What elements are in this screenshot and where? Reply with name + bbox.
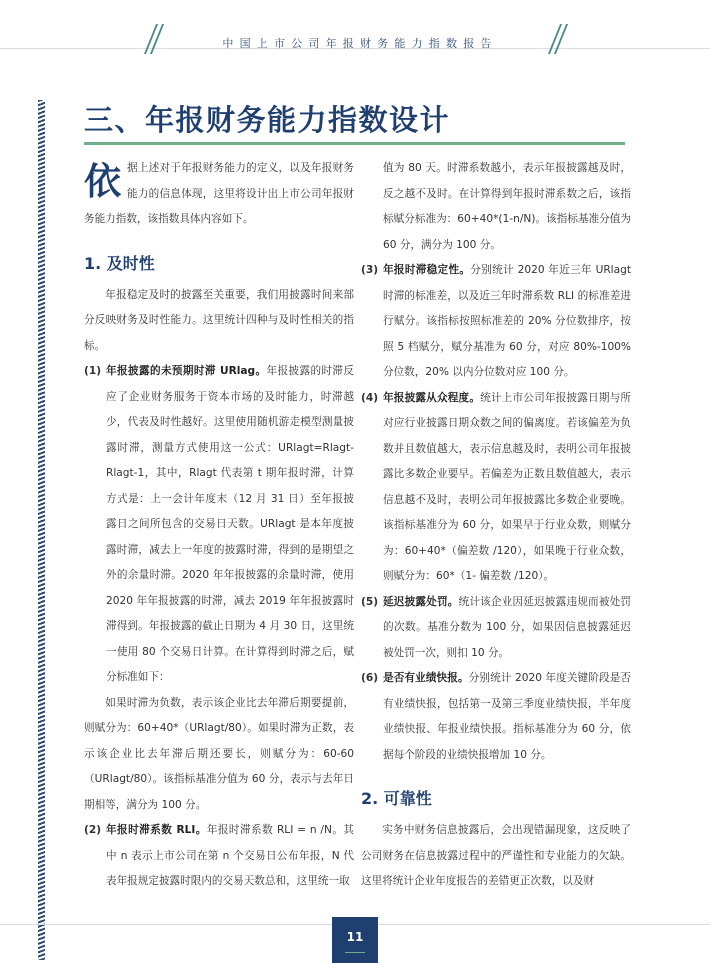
item-title: 年报披露从众程度。 (383, 391, 481, 404)
section-title: 三、年报财务能力指数设计 (84, 103, 451, 137)
item-title: 年报时滞稳定性。 (383, 264, 471, 276)
scoring-paragraph: 如果时滞为负数，表示该企业比去年滞后期要提前，则赋分为：60+40*（URlagt/80）。如果时滞为正数，表示该企业比去年滞后期还要长，则赋分为：60-60（URlagt/80）。该指标基准分值为 60 分，表示与去年日期相等，满分为 100 分。 (84, 696, 354, 811)
list-item (361, 590, 631, 667)
left-column (84, 156, 354, 895)
header-slash-right-icon (548, 24, 568, 54)
item-title: 年报披露的未预期时滞 URlag。 (106, 365, 267, 377)
list-item (361, 386, 631, 590)
intro-text: 据上述对于年报财务能力的定义，以及年报财务能力的信息体现，这里将设计出上市公司年报财务能力指数，该指数具体内容如下。 (84, 162, 354, 225)
item-body: 年报时滞系数 RLI = n /N。其中 n 表示上市公司在第 n 个交易日公布年报，N 代表年报规定披露时限内的交易天数总和，这里统一取 (106, 824, 354, 887)
item-body: 年报披露的时滞反应了企业财务服务于资本市场的及时能力，时滞越少，代表及时性越好。这里使用随机游走模型测量披露时滞，测量方式使用这一公式：URlagt=Rlagt-Rlagt-1，其中，Rlagt 代表第 t 期年报时滞，计算方式是：上一会计年度末（12 月 31 日）至年报披露日之间所包含的交易日天数。URlagt 是本年度披露时滞，减去上一年度的披露时滞，得到的是期望之外的余量时滞。2020 年年报披露的余量时滞，使用 2020 年年报披露的时滞，减去 2019 年年报披露时滞得到。年报披露的截止日期为 4 月 30 日，这里统一使用 80 个交易日计算。在计算得到时滞之后，赋分标准如下： (106, 365, 355, 683)
running-title: 中国上市公司年报财务能力指数报告 (222, 37, 498, 50)
list-item (361, 666, 631, 768)
item-body: 统计上市公司年报披露日期与所对应行业披露日期众数之间的偏离度。若该偏差为负数并且数值越大，表示信息越及时，表明公司年报披露比多数企业要早。若偏差为正数且数值越大，表示信息越不及时，表明公司年报披露比多数企业要晚。该指标基准分为 60 分，如果早于行业众数，则赋分为：60+40*（偏差数 /120），如果晚于行业众数，则赋分为：60*（1- 偏差数 /120）。 (383, 391, 632, 582)
item-body: 统计该企业因延迟披露违规而被处罚的次数。基准分数为 100 分，如果因信息披露延迟被处罚一次，则扣 10 分。 (383, 595, 632, 659)
item-body: 分别统计 2020 年度关键阶段是否有业绩快报，包括第一及第三季度业绩快报，半年度业绩快报、年报业绩快报。指标基准分为 60 分，依据每个阶段的业绩快报增加 10 分。 (383, 672, 631, 761)
item-title: 延迟披露处罚。 (383, 595, 459, 608)
item-continuation: 值为 80 天。时滞系数越小，表示年报披露越及时，反之越不及时。在计算得到年报时滞系数之后，该指标赋分标准为：60+40*(1-n/N)。该指标基准分值为 60 分，满分为 100 分。 (383, 162, 631, 251)
item-number: (6) (361, 672, 379, 684)
item-title: 年报时滞系数 RLI。 (106, 824, 207, 836)
list-item (361, 258, 631, 386)
item-number: (3) (361, 264, 379, 276)
item-number: (2) (84, 824, 102, 836)
right-column (361, 156, 631, 895)
intro-paragraph (84, 156, 354, 233)
page-number: 11 (332, 917, 378, 963)
list-item (84, 818, 354, 895)
item-title: 是否有业绩快报。 (383, 672, 469, 684)
header-slash-left-icon (144, 24, 164, 54)
section-underline (84, 142, 625, 145)
subheading-reliability: 2. 可靠性 (361, 789, 432, 808)
left-decorative-bar (38, 100, 45, 960)
reliability-lead: 实务中财务信息披露后，会出现错漏现象，这反映了公司财务在信息披露过程中的严谨性和专业能力的欠缺。这里将统计企业年度报告的差错更正次数，以及财 (361, 824, 631, 887)
list-item (84, 359, 354, 691)
subheading-timeliness: 1. 及时性 (84, 253, 155, 273)
item-number: (5) (361, 595, 379, 608)
drop-cap: 依 (84, 160, 121, 203)
item-number: (4) (361, 391, 379, 404)
timeliness-lead: 年报稳定及时的披露至关重要，我们用披露时间来部分反映财务及时性能力。这里统计四种与及时性相关的指标。 (84, 288, 354, 352)
item-body: 分别统计 2020 年近三年 URlagt 时滞的标准差，以及近三年时滞系数 RLI 的标准差进行赋分。该指标按照标准差的 20% 分位数排序，按照 5 档赋分，赋分基准为 60 分，对应 80%-100% 分位数，20% 以内分位数对应 100 分。 (383, 264, 631, 378)
item-number: (1) (84, 365, 102, 377)
